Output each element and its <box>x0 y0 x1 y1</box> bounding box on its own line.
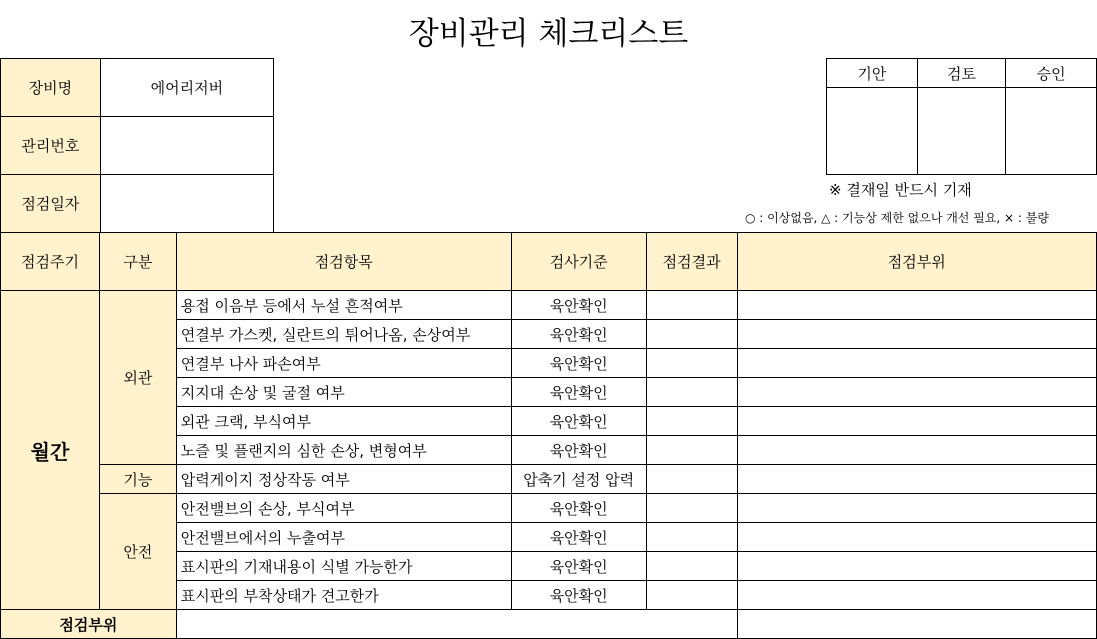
management-no-label: 관리번호 <box>1 117 101 175</box>
check-part[interactable] <box>737 436 1096 465</box>
check-standard: 육안확인 <box>511 523 646 552</box>
check-standard: 육안확인 <box>511 320 646 349</box>
check-item: 안전밸브의 손상, 부식여부 <box>176 494 511 523</box>
check-item: 연결부 나사 파손여부 <box>176 349 511 378</box>
approval-draft-label: 기안 <box>827 59 918 88</box>
check-part[interactable] <box>737 552 1096 581</box>
check-standard: 육안확인 <box>511 349 646 378</box>
approval-review-sign[interactable] <box>917 88 1006 175</box>
footer-row <box>1 610 1097 639</box>
check-item: 압력게이지 정상작동 여부 <box>176 465 511 494</box>
check-result[interactable] <box>646 349 737 378</box>
equipment-name-label: 장비명 <box>1 59 101 117</box>
check-result[interactable] <box>646 581 737 610</box>
management-no-value[interactable] <box>100 117 273 175</box>
check-standard: 육안확인 <box>511 436 646 465</box>
approval-approve-sign[interactable] <box>1006 88 1097 175</box>
check-standard: 육안확인 <box>511 552 646 581</box>
check-result[interactable] <box>646 494 737 523</box>
equipment-info-table <box>0 58 274 233</box>
check-item: 연결부 가스켓, 실란트의 튀어나옴, 손상여부 <box>176 320 511 349</box>
table-row <box>1 465 1097 494</box>
check-part[interactable] <box>737 523 1096 552</box>
check-part[interactable] <box>737 378 1096 407</box>
footer-part-label: 점검부위 <box>1 610 177 639</box>
check-standard: 육안확인 <box>511 581 646 610</box>
checklist-table <box>0 232 1097 639</box>
header-category: 구분 <box>99 233 176 291</box>
check-part[interactable] <box>737 465 1096 494</box>
inspection-date-value[interactable] <box>100 175 273 233</box>
check-result[interactable] <box>646 552 737 581</box>
check-result[interactable] <box>646 523 737 552</box>
approval-review-label: 검토 <box>917 59 1006 88</box>
header-cycle: 점검주기 <box>1 233 100 291</box>
check-item: 용접 이음부 등에서 누설 흔적여부 <box>176 291 511 320</box>
check-standard: 압축기 설정 압력 <box>511 465 646 494</box>
check-part[interactable] <box>737 320 1096 349</box>
check-part[interactable] <box>737 349 1096 378</box>
check-part[interactable] <box>737 494 1096 523</box>
check-standard: 육안확인 <box>511 494 646 523</box>
check-item: 지지대 손상 및 굴절 여부 <box>176 378 511 407</box>
legend-text: ○ : 이상없음, △ : 기능상 제한 없으나 개선 필요, × : 불량 <box>745 211 1049 225</box>
cycle-cell: 월간 <box>1 291 100 610</box>
page-title: 장비관리 체크리스트 <box>408 16 689 52</box>
check-item: 외관 크랙, 부식여부 <box>176 407 511 436</box>
check-item: 표시판의 부착상태가 견고한가 <box>176 581 511 610</box>
header-item: 점검항목 <box>176 233 511 291</box>
check-item: 안전밸브에서의 누출여부 <box>176 523 511 552</box>
table-row <box>1 494 1097 523</box>
header-part: 점검부위 <box>737 233 1096 291</box>
header-standard: 검사기준 <box>511 233 646 291</box>
approval-draft-sign[interactable] <box>827 88 918 175</box>
check-part[interactable] <box>737 581 1096 610</box>
approval-note: ※ 결재일 반드시 기재 <box>829 181 972 199</box>
category-function: 기능 <box>99 465 176 494</box>
check-item: 노즐 및 플랜지의 심한 손상, 변형여부 <box>176 436 511 465</box>
approval-approve-label: 승인 <box>1006 59 1097 88</box>
check-result[interactable] <box>646 436 737 465</box>
footer-part-extra[interactable] <box>737 610 1096 639</box>
footer-part-value[interactable] <box>176 610 737 639</box>
check-item: 표시판의 기재내용이 식별 가능한가 <box>176 552 511 581</box>
category-exterior: 외관 <box>99 291 176 465</box>
check-part[interactable] <box>737 291 1096 320</box>
check-standard: 육안확인 <box>511 378 646 407</box>
check-part[interactable] <box>737 407 1096 436</box>
check-result[interactable] <box>646 465 737 494</box>
check-standard: 육안확인 <box>511 291 646 320</box>
table-row <box>1 291 1097 320</box>
check-result[interactable] <box>646 407 737 436</box>
inspection-date-label: 점검일자 <box>1 175 101 233</box>
check-result[interactable] <box>646 378 737 407</box>
header-result: 점검결과 <box>646 233 737 291</box>
check-result[interactable] <box>646 320 737 349</box>
category-safety: 안전 <box>99 494 176 610</box>
check-standard: 육안확인 <box>511 407 646 436</box>
equipment-name-value[interactable]: 에어리저버 <box>100 59 273 117</box>
approval-table <box>826 58 1097 175</box>
check-result[interactable] <box>646 291 737 320</box>
